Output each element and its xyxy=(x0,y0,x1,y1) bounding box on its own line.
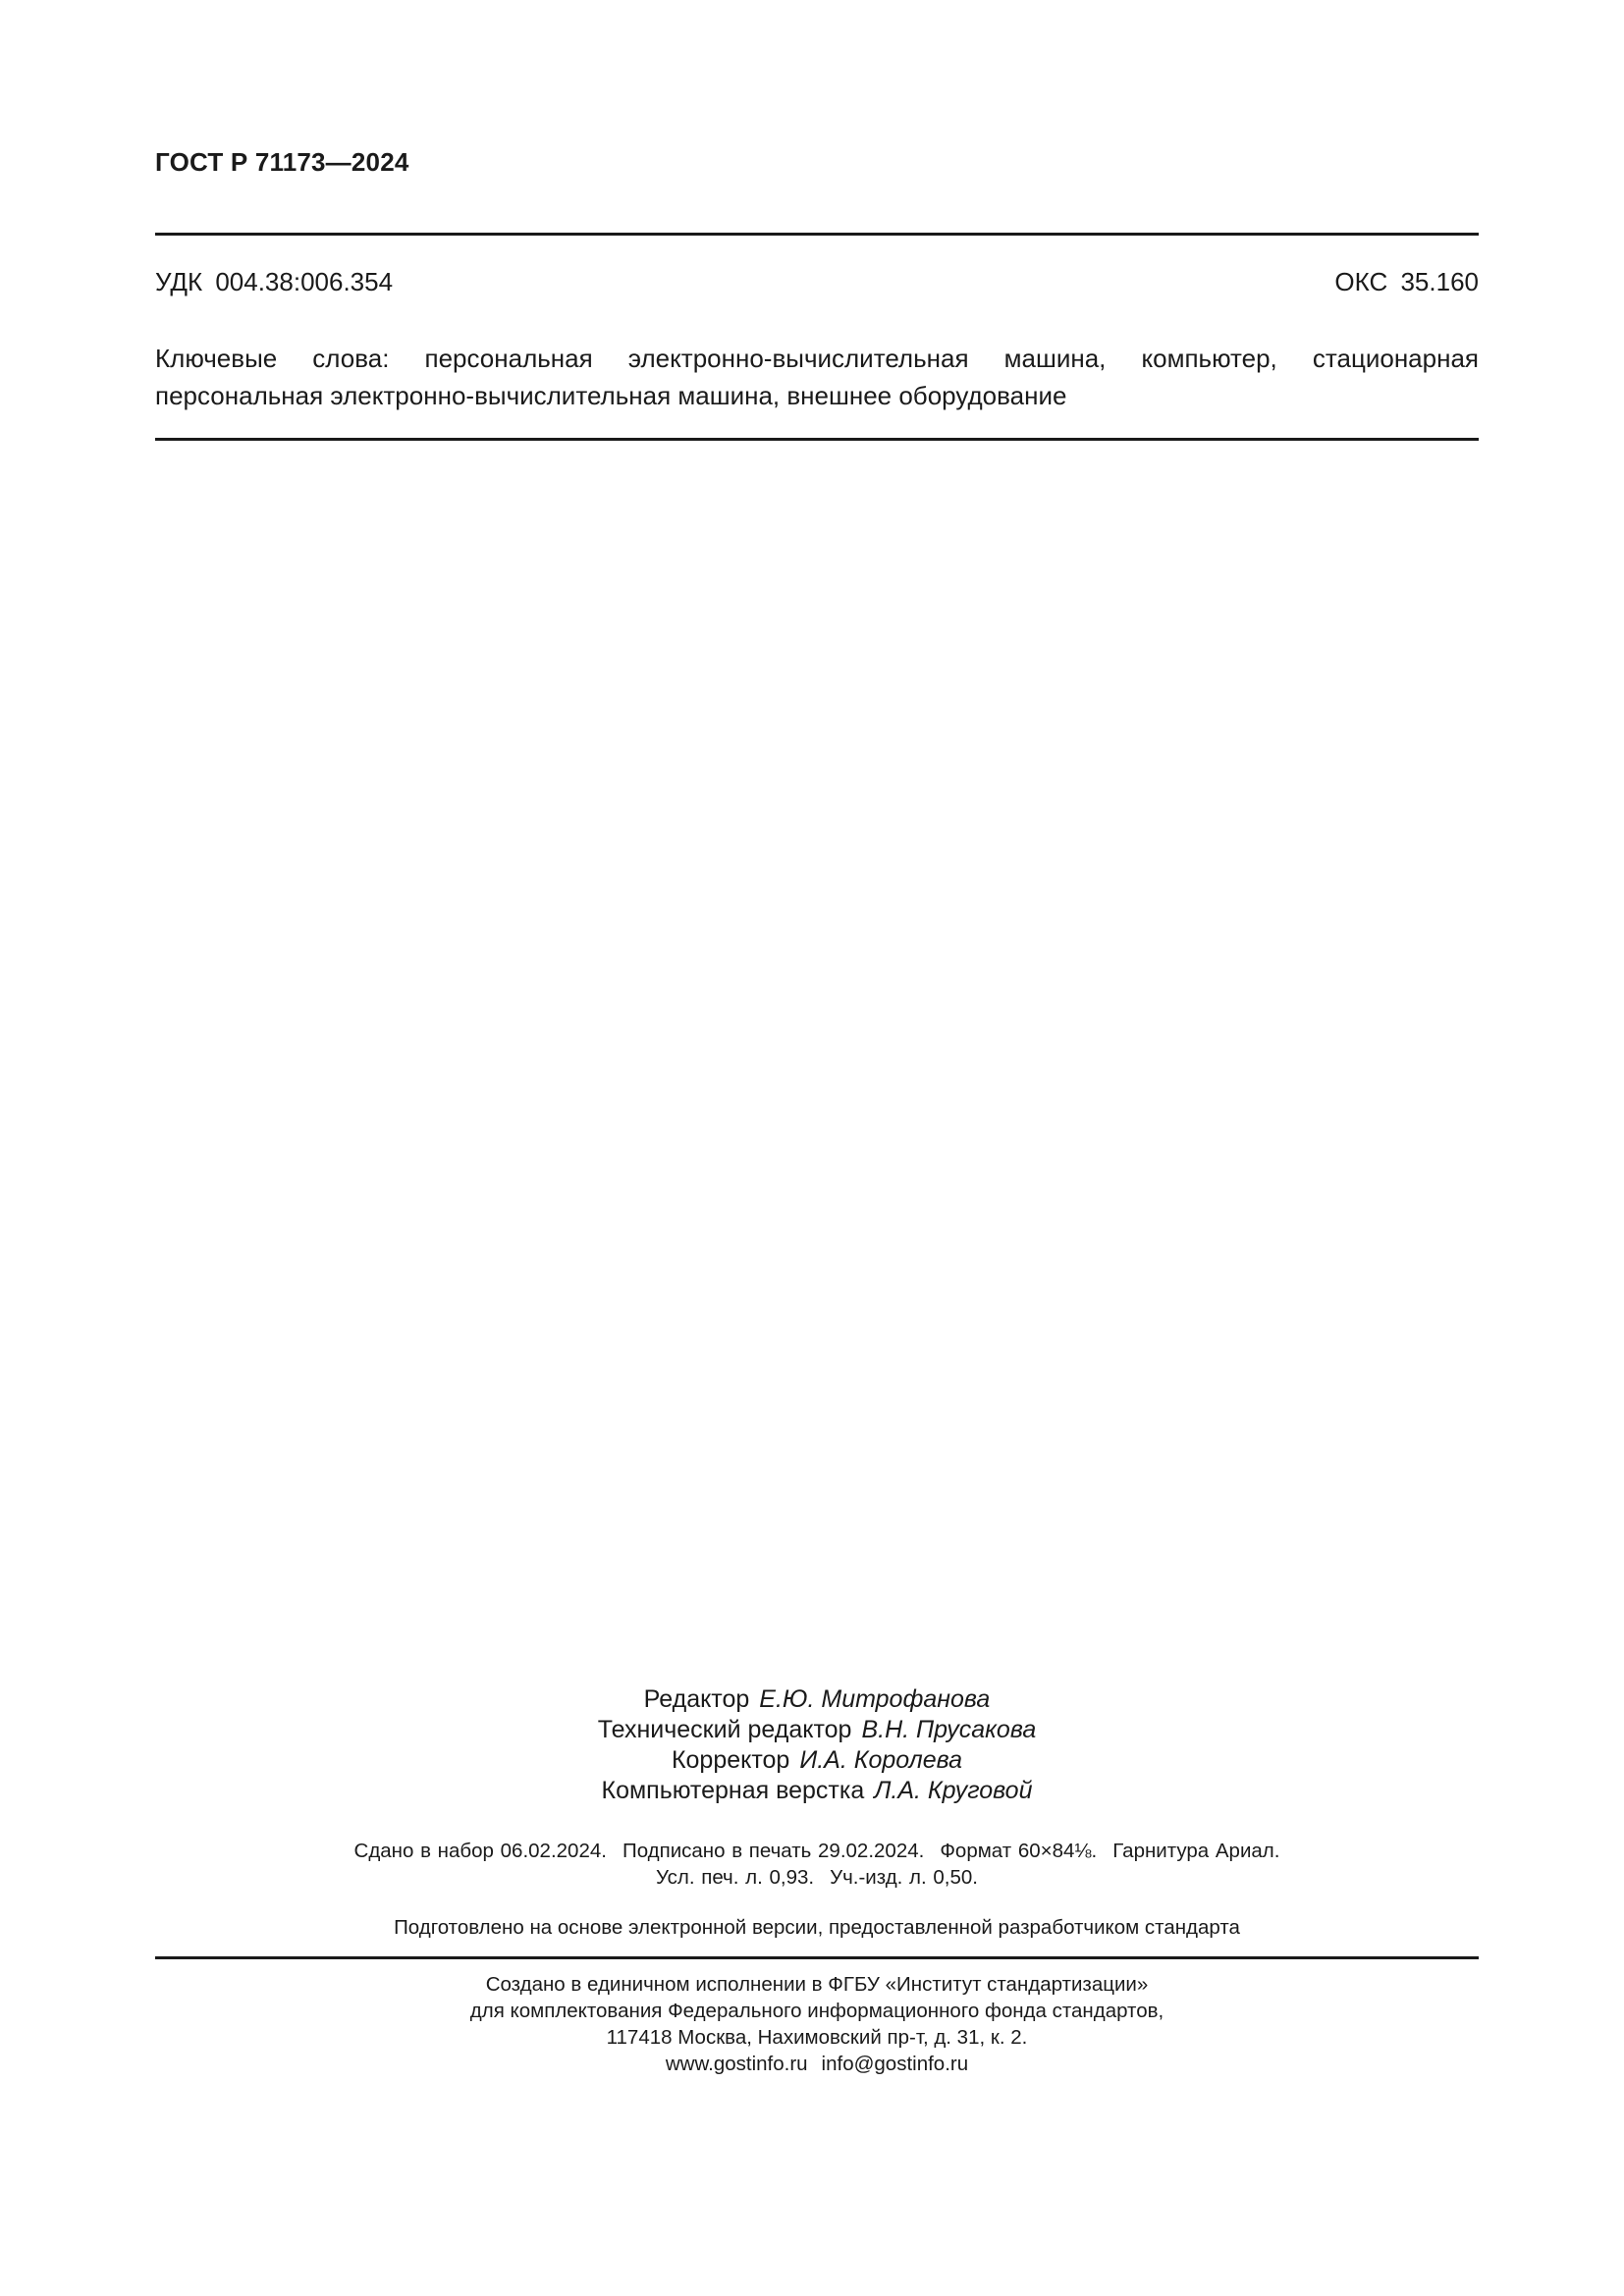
imprint-block xyxy=(155,1838,1479,1891)
imprint-line-2 xyxy=(155,1864,1479,1891)
keywords-rule xyxy=(155,438,1479,441)
credit-person: Е.Ю. Митрофанова xyxy=(759,1685,991,1713)
publisher-address: 117418 Москва, Нахимовский пр-т, д. 31, к. 2. xyxy=(606,2026,1028,2049)
imprint-line-1 xyxy=(155,1838,1479,1864)
credit-layout xyxy=(155,1776,1479,1806)
imprint-signed: Подписано в печать 29.02.2024. xyxy=(622,1840,925,1862)
credit-proofreader xyxy=(155,1745,1479,1776)
publisher-email-link[interactable]: info@gostinfo.ru xyxy=(821,2053,969,2075)
imprint-submitted: Сдано в набор 06.02.2024. xyxy=(353,1840,607,1862)
imprint-typeface: Гарнитура Ариал. xyxy=(1112,1840,1280,1862)
publisher-block xyxy=(155,1971,1479,2077)
publisher-line-1: Создано в единичном исполнении в ФГБУ «Институт стандартизации» xyxy=(485,1973,1149,1996)
udk-code: УДК 004.38:006.354 xyxy=(155,267,394,296)
publisher-website-link[interactable]: www.gostinfo.ru xyxy=(665,2053,808,2075)
imprint-print-sheets: Усл. печ. л. 0,93. xyxy=(655,1866,815,1889)
credit-role: Корректор xyxy=(671,1746,790,1774)
imprint-format: Формат 60×84⅛. xyxy=(940,1840,1098,1862)
credit-role: Компьютерная верстка xyxy=(601,1777,865,1804)
standard-id: ГОСТ Р 71173—2024 xyxy=(155,147,409,177)
publisher-rule xyxy=(155,1956,1479,1959)
credit-person: И.А. Королева xyxy=(799,1746,963,1774)
credit-person: Л.А. Круговой xyxy=(874,1777,1033,1804)
publisher-contacts xyxy=(155,2051,1479,2077)
prepared-note: Подготовлено на основе электронной версии, предоставленной разработчиком стандарта xyxy=(394,1916,1240,1939)
credit-technical-editor xyxy=(155,1715,1479,1745)
credit-role: Редактор xyxy=(643,1685,750,1713)
top-rule xyxy=(155,233,1479,236)
credit-role: Технический редактор xyxy=(597,1716,852,1743)
keywords-paragraph: Ключевые слова: персональная электронно-вычислительная машина, компьютер, стационарная персональная электронно-вычислительная машина, внешнее оборудование xyxy=(155,344,1479,410)
credit-editor xyxy=(155,1684,1479,1715)
credits-block xyxy=(155,1684,1479,1806)
oks-code: ОКС 35.160 xyxy=(1334,267,1479,296)
publisher-line-2: для комплектования Федерального информационного фонда стандартов, xyxy=(469,2000,1164,2022)
imprint-publishing-sheets: Уч.-изд. л. 0,50. xyxy=(830,1866,979,1889)
credit-person: В.Н. Прусакова xyxy=(861,1716,1037,1743)
